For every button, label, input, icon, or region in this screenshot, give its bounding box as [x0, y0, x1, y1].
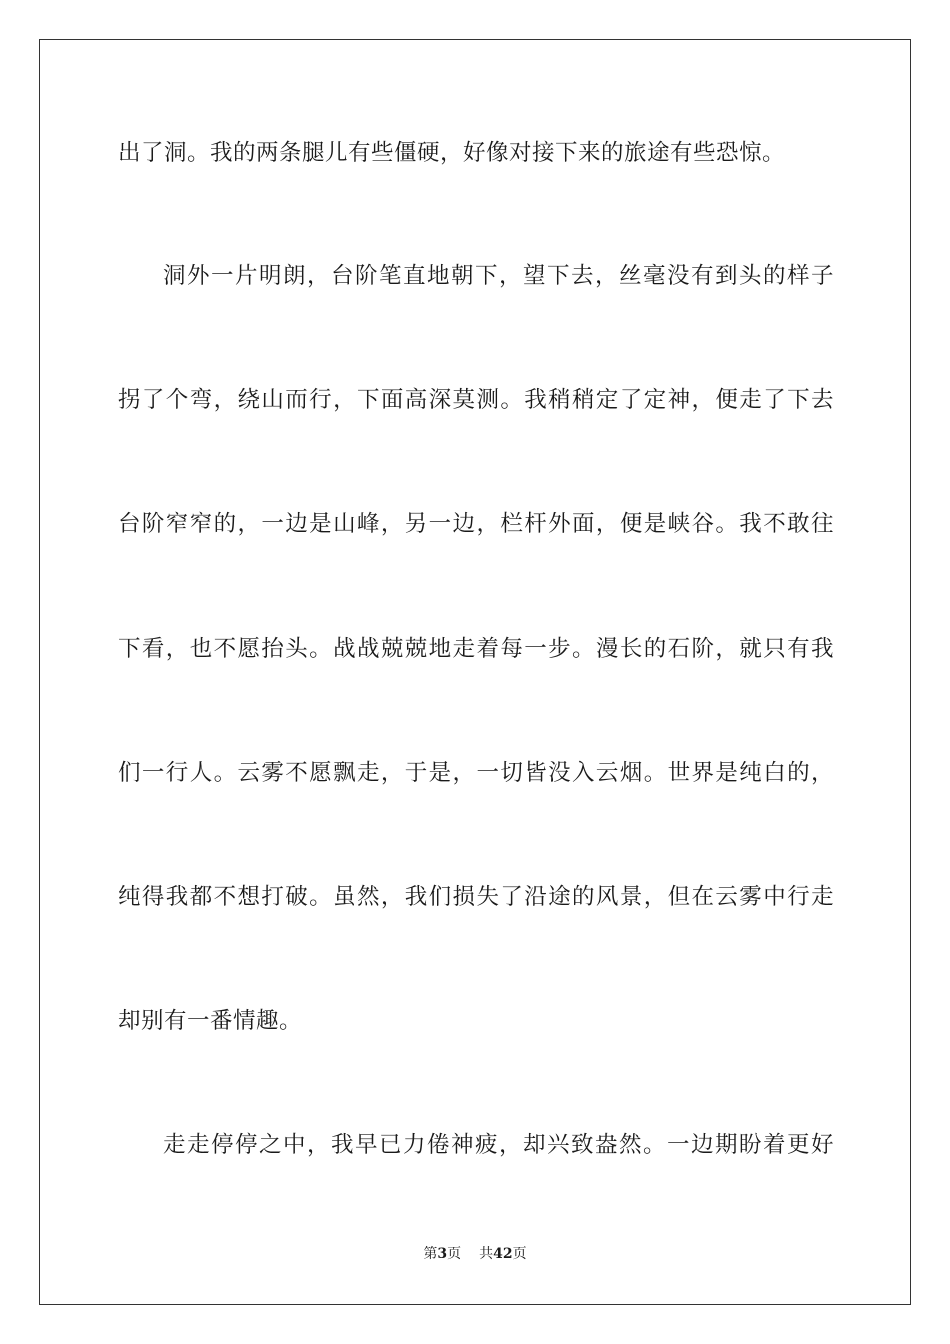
footer-total-prefix: 共	[479, 1246, 494, 1262]
paragraph-line-2: 洞外一片明朗，台阶笔直地朝下，望下去，丝毫没有到头的样子	[163, 263, 834, 289]
footer-page-suffix: 页	[447, 1246, 462, 1262]
footer-total-suffix: 页	[512, 1246, 527, 1262]
paragraph-line-1: 出了洞。我的两条腿儿有些僵硬，好像对接下来的旅途有些恐惊。	[118, 140, 786, 166]
paragraph-line-9: 走走停停之中，我早已力倦神疲，却兴致盎然。一边期盼着更好	[163, 1132, 834, 1158]
paragraph-line-4: 台阶窄窄的，一边是山峰，另一边，栏杆外面，便是峡谷。我不敢往	[118, 511, 834, 537]
footer-total-pages: 42	[493, 1246, 513, 1262]
footer-page-prefix: 第	[423, 1246, 438, 1262]
page-border	[39, 39, 911, 1305]
paragraph-line-8: 却别有一番情趣。	[118, 1008, 303, 1034]
paragraph-line-7: 纯得我都不想打破。虽然，我们损失了沿途的风景，但在云雾中行走	[118, 884, 834, 910]
page-footer	[0, 1244, 950, 1264]
paragraph-line-6: 们一行人。云雾不愿飘走，于是，一切皆没入云烟。世界是纯白的，	[118, 760, 834, 786]
paragraph-line-3: 拐了个弯，绕山而行，下面高深莫测。我稍稍定了定神，便走了下去	[118, 387, 834, 413]
paragraph-line-5: 下看，也不愿抬头。战战兢兢地走着每一步。漫长的石阶，就只有我	[118, 636, 834, 662]
footer-page-number: 3	[437, 1246, 448, 1262]
